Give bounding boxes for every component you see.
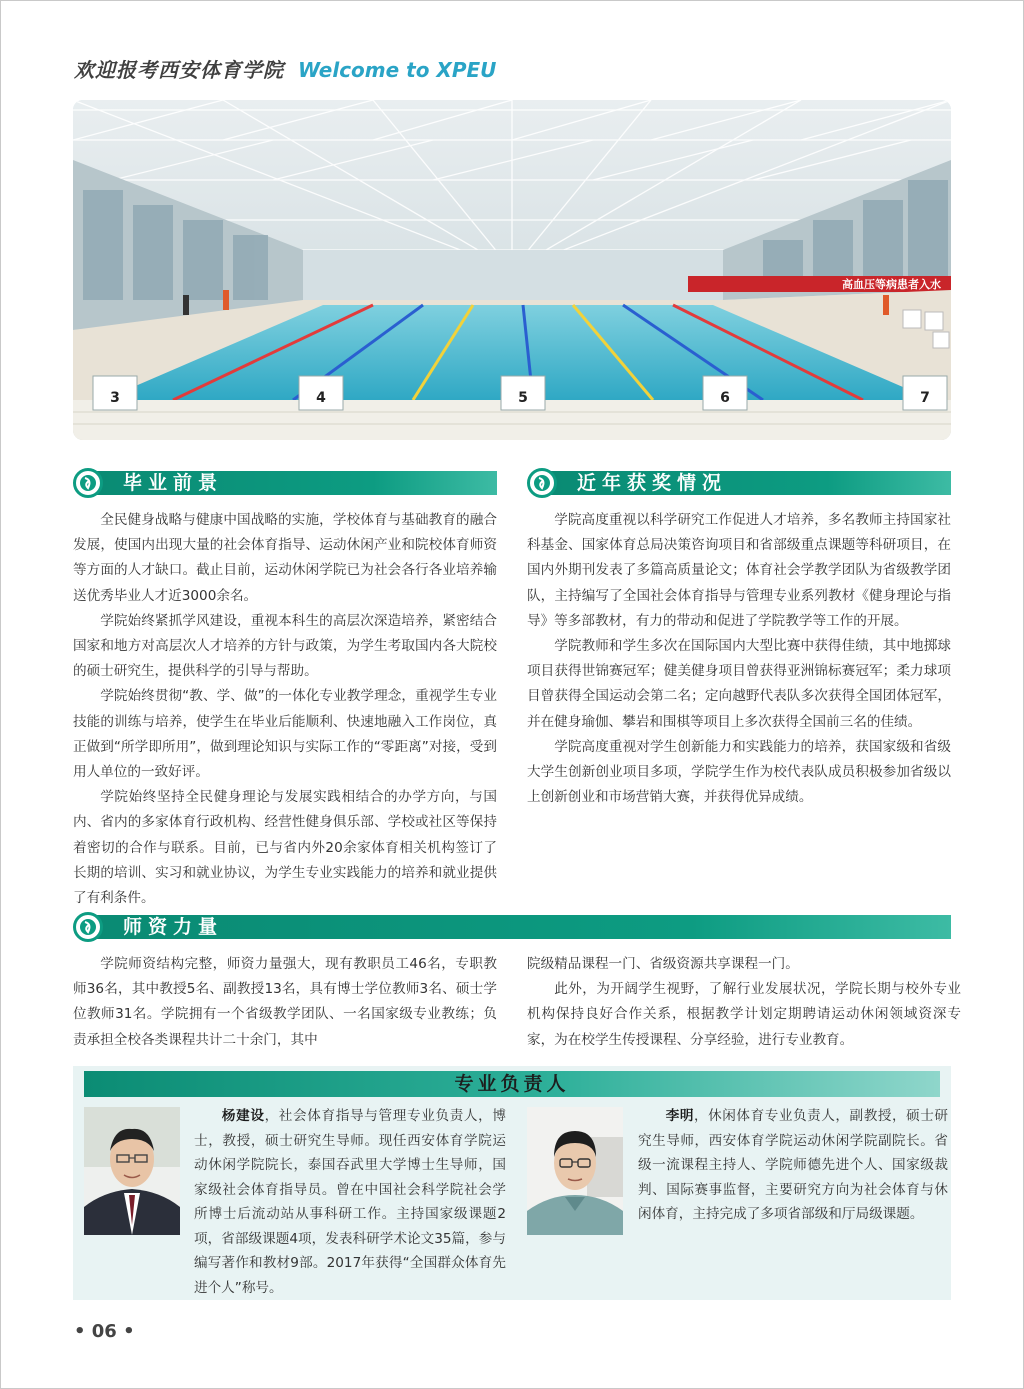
employment-text <box>73 508 497 911</box>
leaders-title: 专业负责人 <box>454 1073 570 1095</box>
portrait-li <box>527 1107 623 1235</box>
paragraph: 学院高度重视对学生创新能力和实践能力的培养，获国家级和省级大学生创新创业项目多项，学院学生作为校代表队成员积极参加省级以上创新创业和市场营销大赛，并获得优异成绩。 <box>527 738 951 806</box>
section-logo-icon <box>527 468 557 498</box>
section-title: 师资力量 <box>123 916 224 938</box>
faculty-text-left <box>73 952 497 1053</box>
faculty-text-right <box>527 952 961 1053</box>
leader-name: 杨建设 <box>221 1108 265 1124</box>
section-logo-icon <box>73 912 103 942</box>
section-title: 毕业前景 <box>123 472 224 494</box>
lane-number: 4 <box>316 390 326 406</box>
leader-bio: ，休闲体育专业负责人，副教授，硕士研究生导师，西安体育学院运动休闲学院副院长。省级一流课程主持人、学院师德先进个人、国家级裁判、国际赛事监督，主要研究方向为社会体育与休闲体育，主持完成了多项省部级和厅局级课题。 <box>638 1108 948 1222</box>
leader-bio: ，社会体育指导与管理专业负责人，博士，教授，硕士研究生导师。现任西安体育学院运动休闲学院院长，泰国吞武里大学博士生导师，国家级社会体育指导员。曾在中国社会科学院社会学所博士后流动站从事科研工作。主持国家级课题2项，省部级课题4项，发表科研学术论文35篇，参与编写著作和教材9部。2017年获得“全国群众体育先进个人”称号。 <box>194 1108 507 1296</box>
section-header-faculty <box>73 912 951 942</box>
paragraph: 学院始终坚持全民健身理论与发展实践相结合的办学方向，与国内、省内的多家体育行政机构、经营性健身俱乐部、学校或社区等保持着密切的合作与联系。目前，已与省内外20余家体育相关机构签订了长期的培训、实习和就业协议，为学生专业实践能力的培养和就业提供了有利条件。 <box>73 789 497 907</box>
lane-number: 6 <box>720 390 730 406</box>
swimming-pool-photo <box>73 100 951 440</box>
bio-li <box>638 1104 948 1227</box>
section-header-awards <box>527 468 951 498</box>
header-title-cn: 欢迎报考西安体育学院 <box>74 58 284 82</box>
paragraph: 学院始终贯彻“教、学、做”的一体化专业教学理念，重视学生专业技能的训练与培养，使学生在毕业后能顺利、快速地融入工作岗位，真正做到“所学即所用”，做到理论知识与实际工作的“零距离”对接，受到用人单位的一致好评。 <box>73 688 497 781</box>
lane-number: 3 <box>110 390 120 406</box>
page-number: • 06 • <box>74 1321 135 1342</box>
lane-number: 5 <box>518 390 528 406</box>
paragraph: 院级精品课程一门、省级资源共享课程一门。 <box>527 956 799 972</box>
page-header <box>74 54 496 86</box>
awards-text <box>527 508 951 810</box>
paragraph: 学院教师和学生多次在国际国内大型比赛中获得佳绩，其中地掷球项目获得世锦赛冠军；健美健身项目曾获得亚洲锦标赛冠军；柔力球项目曾获得全国运动会第二名；定向越野代表队多次获得全国团体冠军，并在健身瑜伽、攀岩和围棋等项目上多次获得全国前三名的佳绩。 <box>527 638 951 730</box>
paragraph: 全民健身战略与健康中国战略的实施，学校体育与基础教育的融合发展，使国内出现大量的社会体育指导、运动休闲产业和院校体育师资等方面的人才缺口。截止目前，运动休闲学院已为社会各行各业培养输送优秀毕业人才近3000余名。 <box>73 512 497 604</box>
pool-banner-text: 高血压等病患者入水 <box>842 278 941 291</box>
paragraph: 学院始终紧抓学风建设，重视本科生的高层次深造培养，紧密结合国家和地方对高层次人才培养的方针与政策，为学生考取国内各大院校的硕士研究生，提供科学的引导与帮助。 <box>73 612 497 680</box>
section-header-employment <box>73 468 497 498</box>
lane-number: 7 <box>920 390 930 406</box>
section-title: 近年获奖情况 <box>577 472 728 494</box>
paragraph: 学院师资结构完整，师资力量强大，现有教职员工46名，专职教师36名，其中教授5名、副教授13名，具有博士学位教师3名、硕士学位教师31名。学院拥有一个省级教学团队、一名国家级专业教练；负责承担全校各类课程共计二十余门，其中 <box>73 956 497 1048</box>
leader-name: 李明 <box>665 1108 695 1124</box>
header-title-en: Welcome to XPEU <box>298 58 497 82</box>
section-logo-icon <box>73 468 103 498</box>
portrait-yang <box>84 1107 180 1235</box>
paragraph: 学院高度重视以科学研究工作促进人才培养，多名教师主持国家社科基金、国家体育总局决策咨询项目和省部级重点课题等科研项目，在国内外期刊发表了多篇高质量论文；体育社会学教学团队为省级教学团队，主持编写了全国社会体育指导与管理专业系列教材《健身理论与指导》等多部教材，有力的带动和促进了学院教学等工作的开展。 <box>527 512 951 629</box>
paragraph: 此外，为开阔学生视野，了解行业发展状况，学院长期与校外专业机构保持良好合作关系，根据教学计划定期聘请运动休闲领域资深专家，为在校学生传授课程、分享经验，进行专业教育。 <box>527 981 961 1048</box>
bio-yang <box>194 1104 506 1300</box>
